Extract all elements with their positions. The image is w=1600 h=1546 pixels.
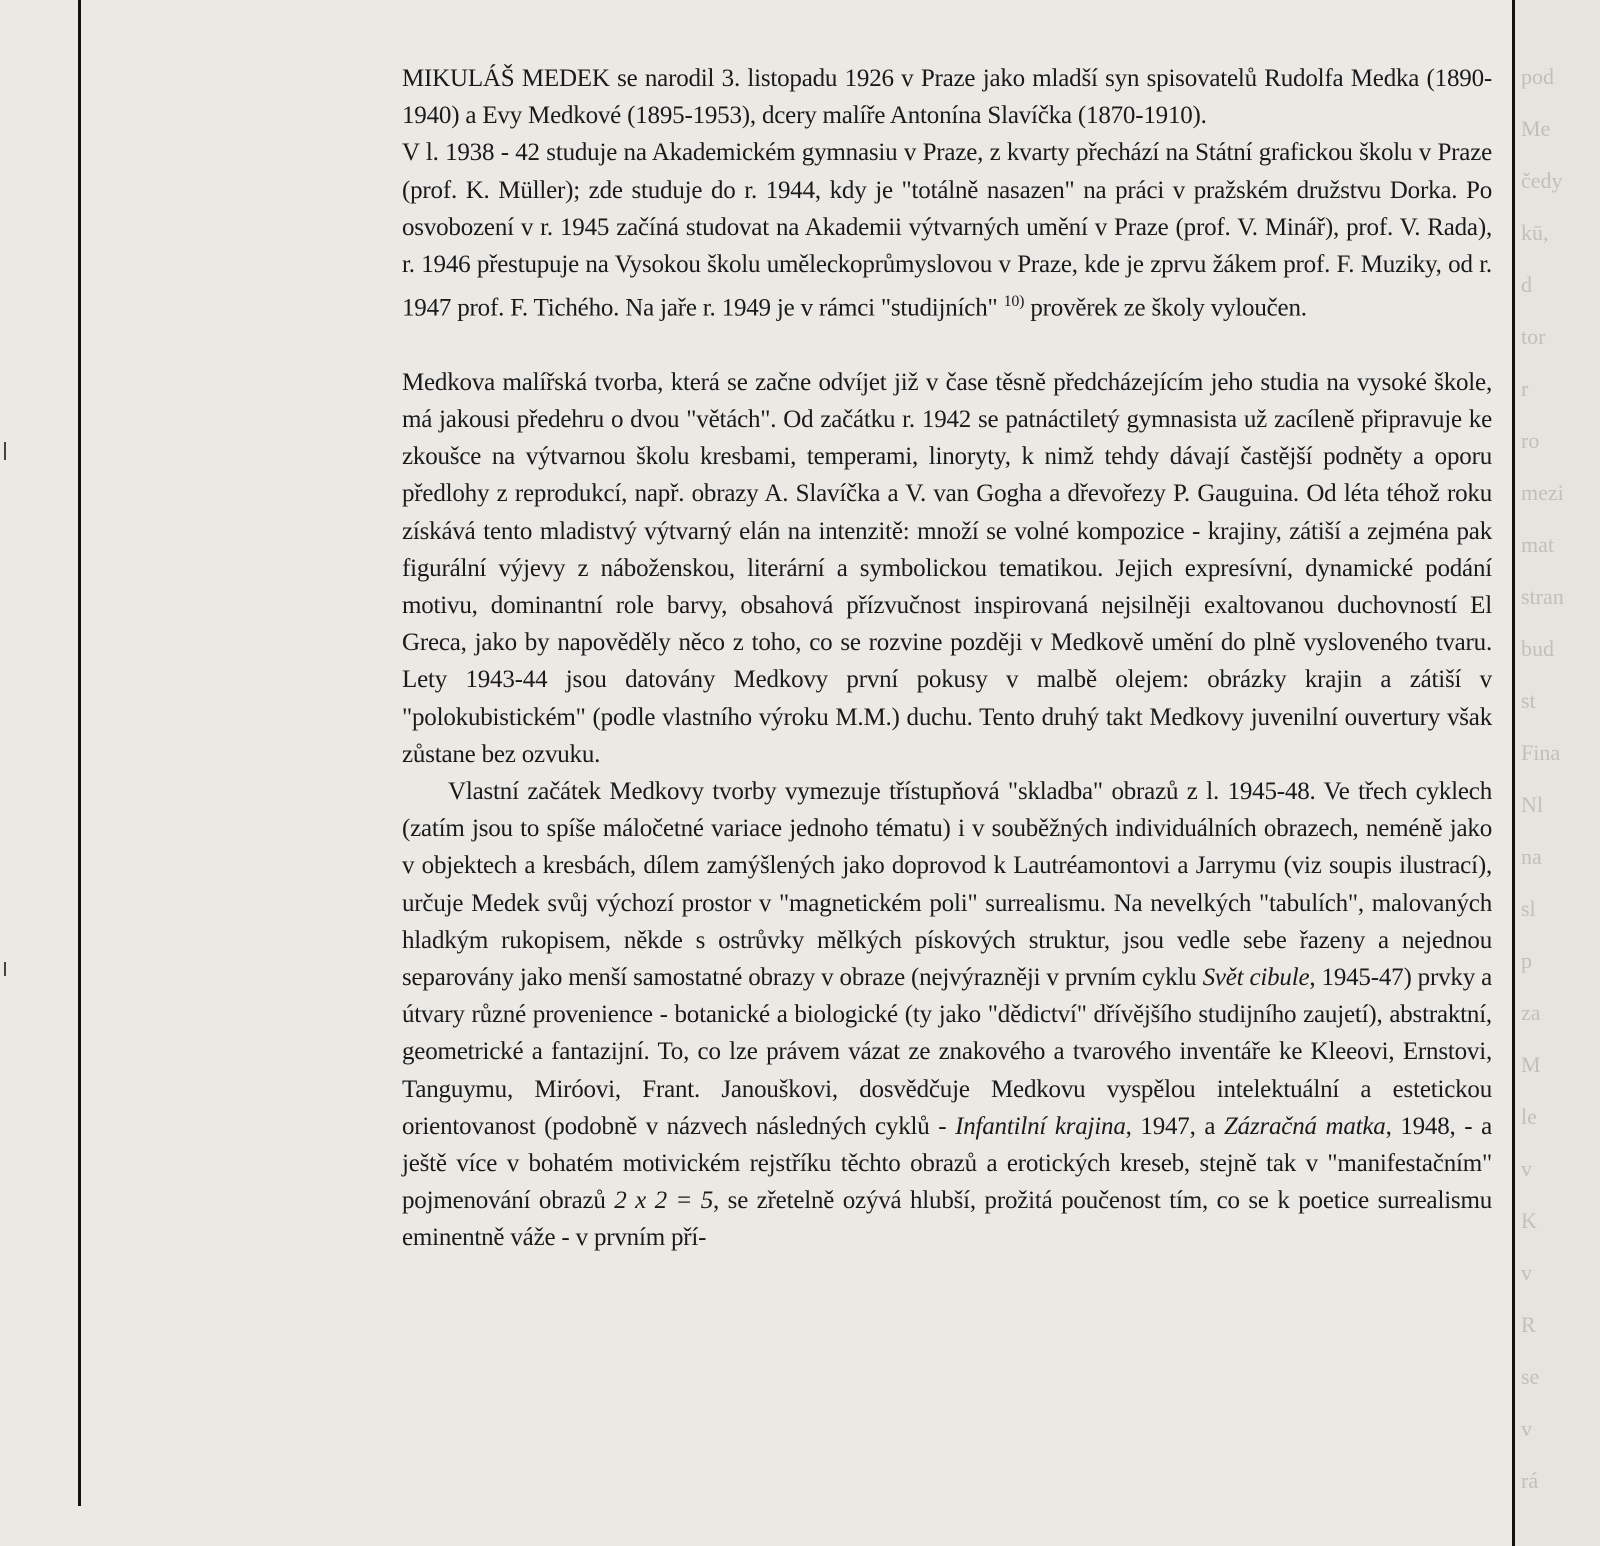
facing-page-ghost-text: p: [1521, 948, 1532, 973]
facing-page-ghost-text: r: [1521, 376, 1529, 401]
text-run: , 1947, a: [1125, 1112, 1224, 1140]
facing-page-ghost-text: za: [1521, 1000, 1541, 1025]
paragraph-early-work: [402, 364, 1492, 773]
italic-title: Infantilní krajina: [955, 1112, 1126, 1140]
facing-page-ghost-text: st: [1521, 688, 1536, 713]
italic-title: Svět cibule: [1202, 964, 1310, 991]
facing-page-ghost-text: mat: [1521, 532, 1554, 557]
facing-page-ghost-text: v: [1521, 1416, 1532, 1441]
text-run: , se zřetelně ozývá hlubší, prožitá poučenost tím, co se k poetice surrealismu eminentně váže - v prvním pří-: [402, 1187, 1493, 1252]
scan-mark: [4, 442, 6, 460]
facing-page-ghost-text: sl: [1521, 896, 1536, 921]
text-run: MIKULÁŠ MEDEK se narodil 3. listopadu 1926 v Praze jako mladší syn spisovatelů Rudolfa Medka (1890-1940) a Evy Medkové (1895-1953), dcery malíře Antonína Slavíčka (1870-1910).: [402, 65, 1492, 130]
text-run: , 1945-47) prvky a útvary různé provenience - botanické a biologické (ty jako "dědictví" dřívějšího studijního zaujetí), abstraktní, geometrické a fantazijní. To, co lze právem vázat ze znakového a tvarového inventáře ke Kleeovi, Ernstovi, Tanguymu, Miróovi, Frant. Janouškovi, dosvědčuje Medkovu vyspělou intelektuální a estetickou orientovanost (podobně v názvech následných cyklů -: [402, 964, 1492, 1140]
text-run: V l. 1938 - 42 studuje na Akademickém gymnasiu v Praze, z kvarty přechází na Státní grafickou školu v Praze (prof. K. Müller); zde studuje do r. 1944, kdy je "totálně nasazen" na práci v pražském družstvu Dorka. Po osvobození v r. 1945 začíná studovat na Akademii výtvarných umění v Praze (prof. V. Minář), prof. V. Rada), r. 1946 přestupuje na Vysokou školu uměleckoprůmyslovou v Praze, kde je zprvu žákem prof. F. Muziky, od r. 1947 prof. F. Tichého. Na jaře r. 1949 je v rámci "studijních": [402, 139, 1492, 322]
italic-title: Zázračná matka: [1223, 1112, 1386, 1140]
facing-page-ghost-text: stran: [1521, 584, 1564, 609]
paragraph-surrealism: [402, 773, 1492, 1257]
text-run: Vlastní začátek Medkovy tvorby vymezuje třístupňová "skladba" obrazů z l. 1945-48. Ve třech cyklech (zatím jsou to spíše máločetné variace jednoho tématu) i v souběžných individuálních obrazech, neméně jako v objektech a kresbách, dílem zamýšlených jako doprovod k Lautréamontovi a Jarrymu (viz soupis ilustrací), určuje Medek svůj výchozí prostor v "magnetickém poli" surrealismu. Na nevelkých "tabulích", malovaných hladkým rukopisem, někde s ostrůvky mělkých pískových struktur, jsou vedle sebe řazeny a nejednou separovány jako menší samostatné obrazy v obraze (nejvýrazněji v prvním cyklu: [402, 777, 1492, 991]
facing-page-ghost-text: Fina: [1521, 740, 1561, 765]
facing-page-ghost-text: d: [1521, 272, 1532, 297]
paragraph-birth: [402, 60, 1492, 134]
facing-page-ghost-text: v: [1521, 1156, 1532, 1181]
left-margin-rule: [78, 0, 81, 1506]
facing-page-ghost-text: Nl: [1521, 792, 1543, 817]
facing-page-ghost-text: mezi: [1521, 480, 1564, 505]
facing-page-ghost-text: na: [1521, 844, 1542, 869]
facing-page-ghost-text: Me: [1521, 116, 1551, 141]
text-run: prověrek ze školy vyloučen.: [1024, 294, 1307, 322]
facing-page-ghost-text: rá: [1521, 1468, 1539, 1493]
facing-page-edge: [1515, 0, 1600, 1546]
facing-page-ghost-text: tor: [1521, 324, 1546, 349]
scan-mark: [4, 962, 6, 976]
italic-title: 2 x 2 = 5: [614, 1187, 714, 1215]
footnote-ref: 10): [1003, 293, 1025, 311]
facing-page-ghost-text: v: [1521, 1260, 1532, 1285]
text-run: Medkova malířská tvorba, která se začne odvíjet již v čase těsně předcházejícím jeho studia na vysoké škole, má jakousi předehru o dvou "větách". Od začátku r. 1942 se patnáctiletý gymnasista už zacíleně připravuje ke zkoušce na výtvarnou školu kresbami, temperami, linoryty, k nimž tehdy dávají častější podněty a oporu předlohy z reprodukcí, např. obrazy A. Slavíčka a V. van Gogha a dřevořezy P. Gauguina. Od léta téhož roku získává tento mladistvý výtvarný elán na intenzitě: množí se volné kompozice - krajiny, zátiší a zejména pak figurální výjevy z náboženskou, literární a symbolickou tematikou. Jejich expresívní, dynamické podání motivu, dominantní role barvy, obsahová přízvučnost inspirovaná nejsilněji exaltovanou duchovností El Greca, jako by napověděly něco z toho, co se rozvine později v Medkově umění do plně vysloveného tvaru. Lety 1943-44 jsou datovány Medkovy první pokusy v malbě olejem: obrázky krajin a zátiší v "polokubistickém" (podle vlastního výroku M.M.) duchu. Tento druhý takt Medkovy juvenilní ouvertury však zůstane bez ozvuku.: [402, 368, 1492, 768]
facing-page-ghost-text: kū,: [1521, 220, 1549, 245]
body-text: [402, 60, 1492, 1257]
facing-page-ghost-text: pod: [1521, 64, 1554, 89]
facing-page-ghost-text: se: [1521, 1364, 1540, 1389]
paragraph-studies: [402, 134, 1492, 326]
facing-page-ghost-text: čedy: [1521, 168, 1563, 193]
facing-page-ghost-text: le: [1521, 1104, 1537, 1129]
facing-page-ghost-text: ro: [1521, 428, 1540, 453]
facing-page-ghost-text: R: [1521, 1312, 1536, 1337]
facing-page-ghost-text: K: [1521, 1208, 1537, 1233]
right-margin-rule: [1512, 0, 1515, 1546]
text-run: , 1948, - a ještě více v bohatém motivickém rejstříku těchto obrazů a erotických kreseb, stejně tak v "manifestačním" pojmenování obrazů: [402, 1112, 1492, 1215]
facing-page-ghost-text: bud: [1521, 636, 1554, 661]
facing-page-ghost-text: M: [1521, 1052, 1541, 1077]
